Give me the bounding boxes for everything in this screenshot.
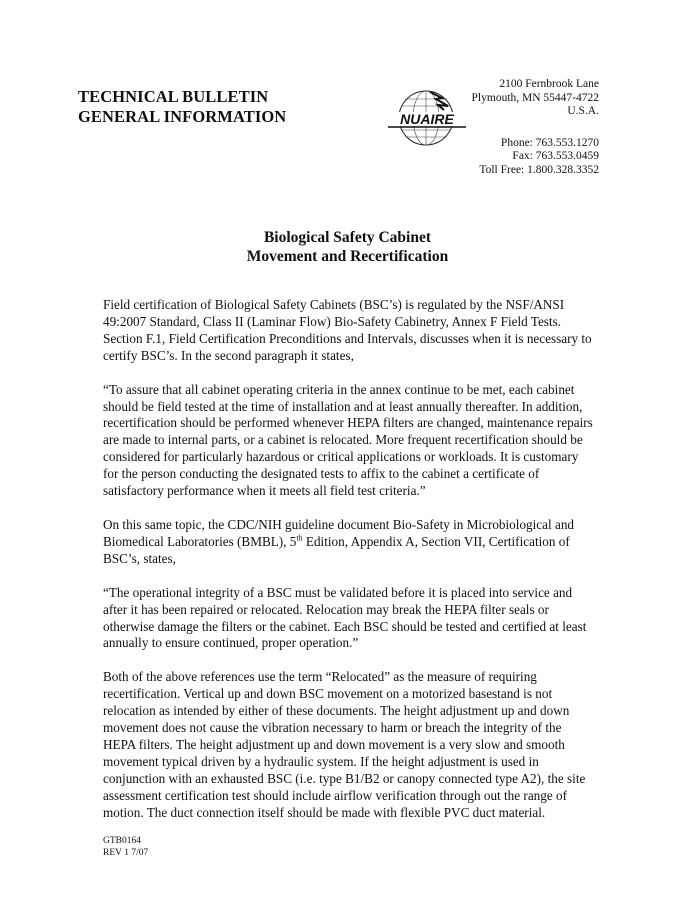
document-revision: REV 1 7/07 (103, 847, 149, 858)
paragraph-3-part1: On this same topic, the CDC/NIH guideline document Bio-Safety in Microbiological and Biomedical Laboratories (BMBL), 5 (103, 516, 575, 549)
address-fax: Fax: 763.553.0459 (512, 150, 599, 162)
document-body (103, 297, 595, 838)
document-title (0, 228, 695, 266)
address-phone: Phone: 763.553.1270 (500, 136, 599, 149)
paragraph-3-superscript: th (296, 533, 303, 543)
nuaire-logo (386, 84, 468, 152)
paragraph-2-nsf-quote: “To assure that all cabinet operating criteria in the annex continue to be met, each cabinet should be field tested at the time of installation and at least annually thereafter. In addition, recertification should be performed whenever HEPA filters are changed, maintenance repairs are made to internal parts, or a cabinet is relocated. More frequent recertification should be considered for particularly hazardous or critical applications or workloads. It is customary for the person conducting the designated tests to affix to the cabinet a certificate of satisfactory performance when it meets all field test criteria.” (103, 381, 593, 499)
paragraph-5: Both of the above references use the term “Relocated” as the measure of requiring recertification. Vertical up and down BSC movement on a motorized basestand is not relocation as intended by either of these documents. The height adjustment up and down movement does not cause the vibration necessary to harm or breach the integrity of the HEPA filters. The height adjustment up and down movement is a very slow and smooth movement typical driven by a hydraulic system. If the height adjustment is used in conjunction with an exhausted BSC (i.e. type B1/B2 or canopy connected type A2), the site assessment certification test should include airflow verification through out the range of motion. The duct connection itself should be made with flexible PVC duct material. (103, 669, 586, 820)
paragraph-3 (103, 517, 595, 568)
document-number: GTB0164 (103, 836, 141, 846)
paragraph-4-bmbl-quote: “The operational integrity of a BSC must be validated before it is placed into service and after it has been repaired or relocated. Relocation may break the HEPA filter seals or otherwise damage the filters or the cabinet. Each BSC should be tested and certified at least annually to ensure continued, proper operation.” (103, 584, 587, 651)
logo-wordmark: NUAIRE (400, 111, 454, 127)
address-street: 2100 Fernbrook Lane (499, 78, 599, 90)
address-city: Plymouth, MN 55447-4722 (471, 91, 599, 104)
company-address (472, 78, 599, 177)
paragraph-1: Field certification of Biological Safety Cabinets (BSC’s) is regulated by the NSF/ANSI 49:2007 Standard, Class II (Laminar Flow) Bio-Safety Cabinetry, Annex F Field Tests. Section F.1, Field Certification Preconditions and Intervals, discusses when it is necessary to certify BSC’s. In the second paragraph it states, (103, 297, 592, 363)
address-tollfree: Toll Free: 1.800.328.3352 (479, 163, 599, 176)
bulletin-heading (78, 87, 286, 127)
document-footer (103, 836, 148, 859)
bulletin-heading-line2: GENERAL INFORMATION (78, 107, 287, 126)
document-title-line1: Biological Safety Cabinet (263, 229, 432, 246)
bulletin-heading-line1: TECHNICAL BULLETIN (78, 87, 269, 106)
address-country: U.S.A. (567, 105, 599, 117)
paragraph-3-part2: Edition, Appendix A, Section VII, Certification of BSC’s, states, (103, 533, 570, 566)
document-title-line2: Movement and Recertification (246, 248, 449, 265)
